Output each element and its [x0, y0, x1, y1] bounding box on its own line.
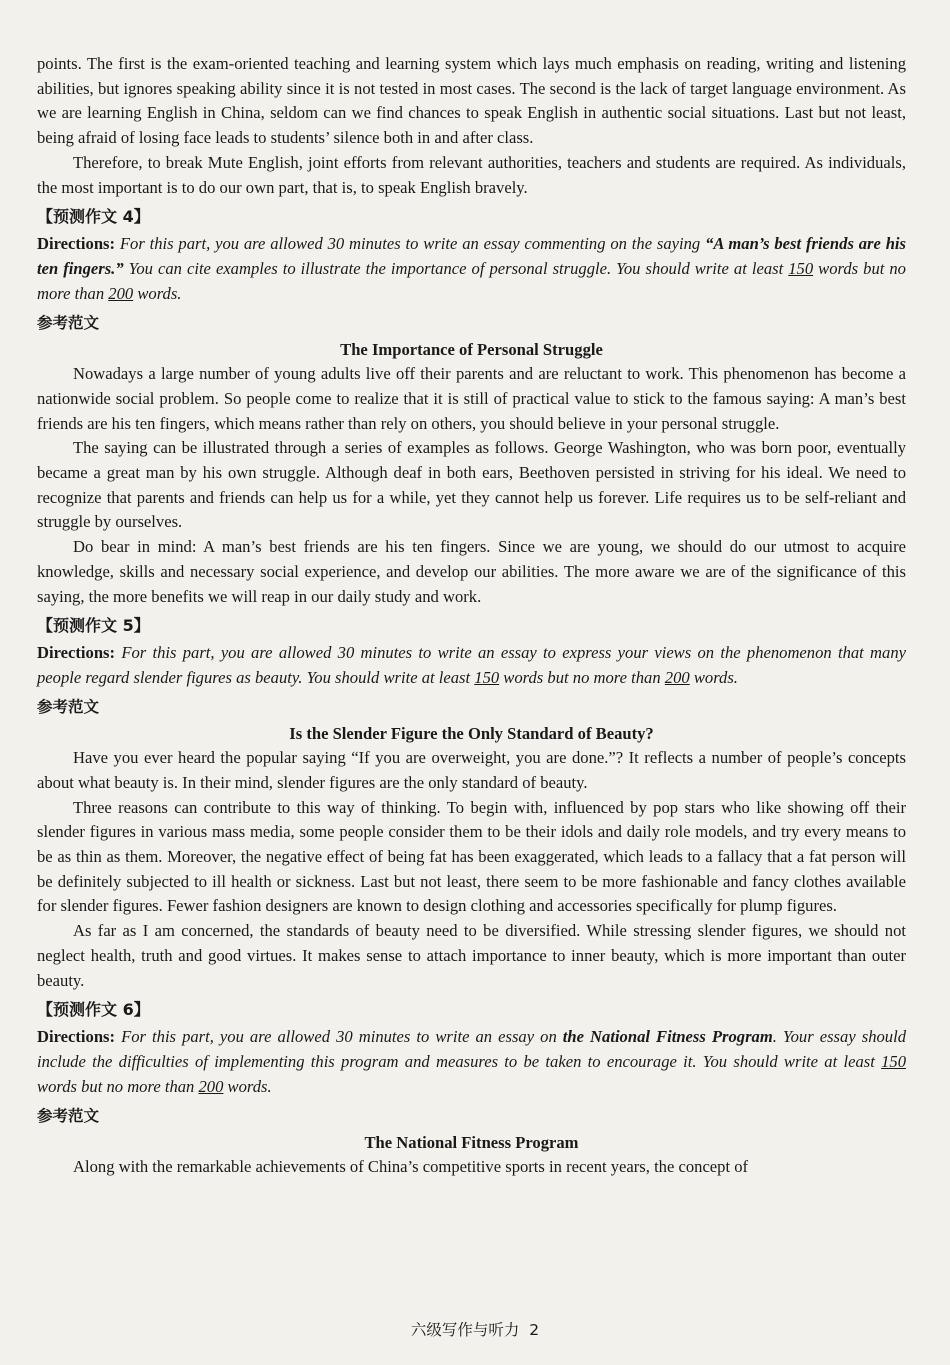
max-words: 200 — [664, 668, 690, 688]
essay4-paragraph-2: The saying can be illustrated through a series of examples as follows. George Washington, who was born poor, eventually became a great man by his own struggle. Although deaf in both ears, Beethoven persisted in striving for his ideal. We need to recognize that parents and friends can help us for a while, yet they cannot help us forever. Life requires us to be self-reliant and struggle by ourselves. — [37, 438, 906, 532]
max-words: 200 — [108, 284, 134, 304]
essay4-directions: Directions: For this part, you are allowed 30 minutes to write an essay commenting on the saying “A man’s best friends are his ten fingers.” You can cite examples to illustrate the importance of personal struggle. You should write at least 150 words but no more than 200 words. — [37, 234, 906, 304]
min-words: 150 — [474, 668, 500, 688]
essay6-directions: Directions: For this part, you are allowed 30 minutes to write an essay on the National Fitness Program. Your essay should include the difficulties of implementing this program and measures to be taken to encourage it. You should write at least 150 words but no more than 200 words. — [37, 1027, 906, 1097]
essay5-reference-label: 参考范文 — [37, 698, 100, 717]
essay6-reference-label: 参考范文 — [37, 1107, 100, 1126]
footer-book-title: 六级写作与听力 — [410, 1321, 520, 1339]
min-words: 150 — [881, 1052, 906, 1072]
paragraph-top-2: Therefore, to break Mute English, joint efforts from relevant authorities, teachers and students are required. As individuals, the most important is to do our own part, that is, to speak English bravely. — [37, 152, 906, 197]
directions-label: Directions: — [37, 1027, 116, 1047]
essay5-paragraph-2: Three reasons can contribute to this way of thinking. To begin with, influenced by pop stars who like showing off their slender figures in various mass media, some people consider them to be their idols and daily role models, and try every means to be as thin as them. Moreover, the negative effect of being fat has been exaggerated, which leads to a fallacy that a fat person will be definitely subjected to ill health or sickness. Last but not least, there seem to be more fashionable and fancy clothes available for slender figures. Fewer fashion designers are known to design clothing and accessories specifically for plump figures. — [37, 797, 906, 916]
essay4-paragraph-3: Do bear in mind: A man’s best friends are his ten fingers. Since we are young, we should do our utmost to acquire knowledge, skills and necessary social experience, and develop our abilities. The more aware we are of the significance of this saying, the more benefits we will reap in our daily study and work. — [37, 537, 906, 606]
essay5-paragraph-3: As far as I am concerned, the standards of beauty need to be diversified. While stressing slender figures, we should not neglect health, truth and good virtues. It makes sense to attach importance to inner beauty, which is more important than outer beauty. — [37, 921, 906, 990]
essay5-heading: 【预测作文 5】 — [37, 616, 150, 636]
page-footer — [0, 1318, 950, 1340]
directions-label: Directions: — [37, 643, 116, 663]
essay4-reference-label: 参考范文 — [37, 314, 100, 333]
essay5-directions: Directions: For this part, you are allowed 30 minutes to write an essay to express your views on the phenomenon that many people regard slender figures as beauty. You should write at least 150 words but no more than 200 words. — [37, 643, 906, 688]
page-number: 2 — [529, 1321, 540, 1339]
essay6-heading: 【预测作文 6】 — [37, 1000, 150, 1020]
max-words: 200 — [198, 1077, 224, 1097]
paragraph-top-1: points. The first is the exam-oriented teaching and learning system which lays much emphasis on reading, writing and listening abilities, but ignores speaking ability since it is not tested in most cases. The second is the lack of target language environment. As we are learning English in China, seldom can we find chances to speak English in authentic social situations. Last but not least, being afraid of losing face leads to students’ silence both in and after class. — [37, 54, 906, 148]
essay4-paragraph-1: Nowadays a large number of young adults live off their parents and are reluctant to work. This phenomenon has become a nationwide social problem. So people come to realize that it is still of practical value to stick to the famous saying: A man’s best friends are his ten fingers, which means rather than rely on others, you should believe in your personal struggle. — [37, 364, 906, 433]
directions-label: Directions: — [37, 234, 116, 254]
essay4-title: The Importance of Personal Struggle — [340, 340, 603, 360]
essay4-heading: 【预测作文 4】 — [37, 207, 150, 227]
min-words: 150 — [788, 259, 814, 279]
essay6-title: The National Fitness Program — [364, 1133, 579, 1153]
essay5-paragraph-1: Have you ever heard the popular saying “If you are overweight, you are done.”? It reflects a number of people’s concepts about what beauty is. In their mind, slender figures are the only standard of beauty. — [37, 748, 906, 792]
essay6-paragraph-1: Along with the remarkable achievements of China’s competitive sports in recent years, the concept of — [73, 1157, 749, 1177]
essay5-title: Is the Slender Figure the Only Standard of Beauty? — [289, 724, 654, 744]
